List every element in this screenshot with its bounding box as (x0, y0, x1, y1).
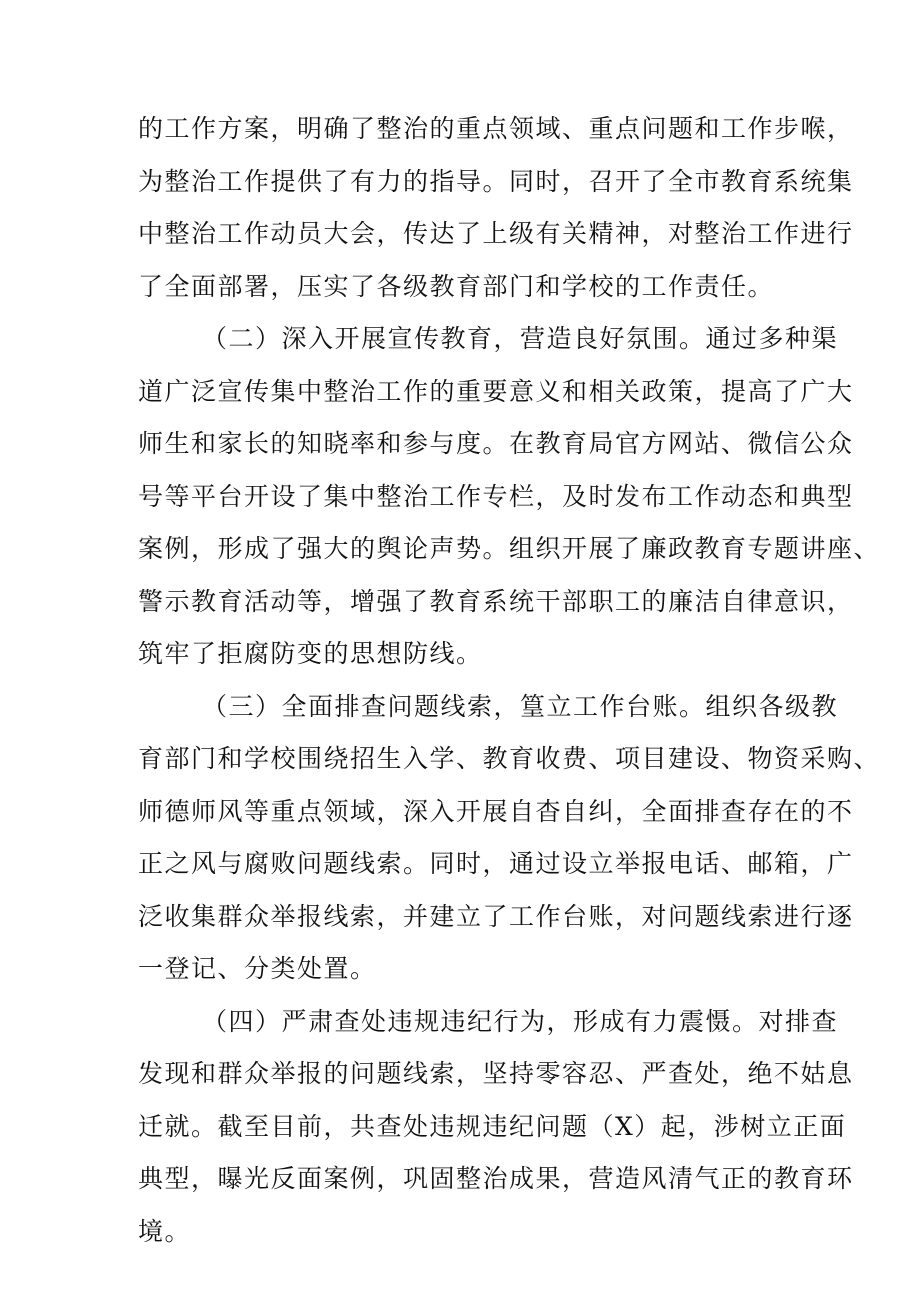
paragraph-section-4-enforcement (138, 996, 854, 1259)
section-heading-line: （四）严肃查处违规违纪行为，形成有力震慑。对排查 (202, 1006, 839, 1036)
text-line: 迁就。截至目前，共查处违规违纪问题（X）起，涉树立正面 (138, 1111, 847, 1141)
text-line: 了全面部署，压实了各级教育部门和学校的工作责任。 (138, 271, 775, 301)
text-line: 师生和家长的知晓率和参与度。在教育局官方网站、微信公众 (138, 429, 854, 458)
text-line: 中整治工作动员大会，传达了上级有关精神，对整治工作进行 (138, 219, 854, 248)
text-line: 道广泛宣传集中整治工作的重要意义和相关政策，提高了广大 (138, 376, 854, 406)
text-line: 的工作方案，明确了整治的重点领域、重点问题和工作步喉， (138, 114, 854, 143)
document-body (138, 103, 881, 1258)
text-line: 育部门和学校围绕招生入学、教育收费、项目建设、物资采购、 (138, 744, 881, 773)
section-heading-line: （二）深入开展宣传教育，营造良好氛围。通过多种渠 (202, 324, 839, 353)
text-line: 师德师风等重点领域，深入开展自杳自纠，全面排查存在的不 (138, 796, 854, 826)
text-line: 号等平台开设了集中整治工作专栏，及时发布工作动态和典型 (138, 481, 854, 511)
text-line: 正之风与腐败问题线索。同时，通过设立举报电话、邮箱，广 (138, 849, 854, 878)
text-line: 泛收集群众举报线索，并建立了工作台账，对问题线索进行逐 (138, 901, 854, 931)
text-line: 筑牢了拒腐防变的思想防线。 (138, 639, 483, 668)
text-line: 一登记、分类处置。 (138, 954, 377, 983)
paragraph-section-2-publicity (138, 313, 881, 681)
paragraph-work-plan (138, 103, 854, 313)
section-heading-line: （三）全面排查问题线索，篁立工作台账。组织各级教 (202, 691, 839, 721)
text-line: 警示教育活动等，增强了教育系统干部职工的廉洁自律意识， (138, 586, 854, 616)
text-line: 典型，曝光反面案例，巩固整治成果，营造风清气正的教育环 (138, 1164, 854, 1193)
text-line: 为整治工作提供了有力的指导。同时，召开了全市教育系统集 (138, 166, 854, 196)
text-line: 境。 (138, 1216, 192, 1246)
paragraph-section-3-investigation (138, 681, 881, 996)
text-line: 案例，形成了强大的舆论声势。组织开展了廉政教育专题讲座、 (138, 534, 881, 563)
text-line: 发现和群众举报的问题线索，坚持零容忍、严查处，绝不姑息 (138, 1059, 854, 1088)
